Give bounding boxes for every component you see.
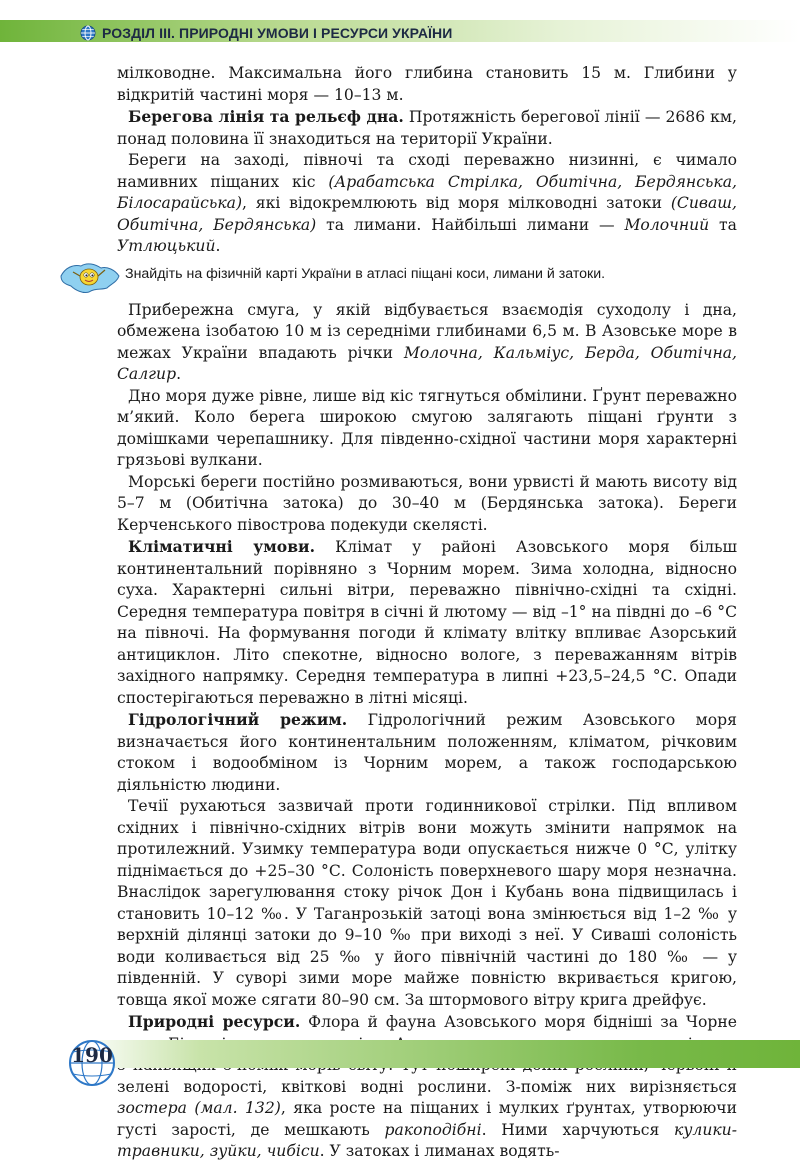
paragraph: Природні ресурси. Флора й фауна Азовського моря бідніші за Чорне зелені водорості, квіткові водні рослини. З-поміж них вирізняється зостера (мал. 132), яка росте на піщаних і мулких ґрунтах, утворюючи густі зарості, де мешкають ракоподібні. Ними харчуються кулики-травники, зуйки, чибіси. У затоках і лиманах водять- — [117, 1012, 737, 1160]
globe-icon — [80, 25, 96, 41]
paragraph: Морські береги постійно розмиваються, вони урвисті й мають висоту від 5–7 м (Обитічна затока) до 30–40 м (Бердянська затока). Береги Керченського півострова подекуди скелясті. — [117, 472, 737, 534]
running-header — [80, 22, 452, 44]
paragraph-heading: Берегова лінія та рельєф дна. — [128, 107, 404, 126]
paragraph: Береги на заході, півночі та сході переважно низинні, є чимало намивних піщаних кіс (Арабатська Стрілка, Обитічна, Бердянська, Білосарайська), які відокремлюють від моря мілководні затоки (Сиваш, Обитічна, Бердянська) та лимани. Найбільші лимани — Молочний та Утлюцький. — [117, 151, 737, 255]
ukraine-map-mascot-icon — [59, 258, 121, 298]
page-body — [117, 63, 737, 1163]
paragraph-heading: Гідрологічний режим. — [128, 710, 348, 729]
paragraph: Гідрологічний режим. Гідрологічний режим Азовського моря визначається його континентальним положенням, кліматом, річковим стоком і водообміном із Чорним морем, а також господарською діяльністю людини. — [117, 710, 737, 794]
paragraph: мілководне. Максимальна його глибина становить 15 м. Глибини у відкритій частині моря — 10–13 м. — [117, 64, 737, 104]
footer-band — [0, 1040, 800, 1068]
paragraph: Течії рухаються зазвичай проти годинникової стрілки. Під впливом східних і північно-східних вітрів вони можуть змінити напрямок на протилежний. Узимку температура води опускається нижче 0 °С, улітку піднімається до +25–30 °С. Солоність поверхневого шару моря незначна. Внаслідок зарегулювання стоку річок Дон і Кубань вона підвищилась і становить 10–12 ‰. У Таганрозькій затоці вона змінюється від 1–2 ‰ у верхній ділянці затоки до 9–10 ‰ при виході з неї. У Сиваші солоність води коливається від 25 ‰ у його північній частині до 180 ‰ — у південній. У суворі зими море майже повністю вкривається кригою, товща якої може сягати 80–90 см. За штормового вітру крига дрейфує. — [117, 797, 737, 1009]
paragraph: Кліматичні умови. Клімат у районі Азовського моря більш континентальний порівняно з Чорним морем. Зима холодна, відносно суха. Характерні сильні вітри, переважно північно-східні та східні. Середня температура повітря в січні й лютому — від –1° на півдні до –6 °С на півночі. На формування погоди й клімату влітку впливає Азорський антициклон. Літо спекотне, відносно вологе, з переважанням вітрів західного напрямку. Середня температура в липні +23,5–24,5 °С. Опади спостерігаються переважно в літні місяці. — [117, 537, 738, 707]
paragraph: Прибережна смуга, у якій відбувається взаємодія суходолу і дна, обмежена ізобатою 10 м із середніми глибинами 6,5 м. В Азовське море в межах України впадають річки Молочна, Кальміус, Берда, Обитічна, Салгир. — [117, 300, 738, 383]
section-title: РОЗДІЛ ІІІ. ПРИРОДНІ УМОВИ І РЕСУРСИ УКРАЇНИ — [102, 25, 453, 41]
task-text: Знайдіть на фізичній карті України в атласі піщані коси, лимани й затоки. — [125, 265, 606, 282]
paragraph: Дно моря дуже рівне, лише від кіс тягнуться обмілини. Ґрунт переважно м’який. Коло берега широкою смугою залягають піщані ґрунти з домішками черепашнику. Для південно-східної частини моря характерні грязьові вулкани. — [117, 386, 737, 469]
paragraph-heading: Кліматичні умови. — [128, 537, 316, 556]
paragraph: Берегова лінія та рельєф дна. Протяжність берегової лінії — 2686 км, понад половина її знаходиться на території України. — [117, 107, 737, 148]
task-box — [117, 262, 737, 296]
paragraph-heading: Природні ресурси. — [128, 1012, 301, 1031]
page-number: 190 — [71, 1043, 113, 1067]
